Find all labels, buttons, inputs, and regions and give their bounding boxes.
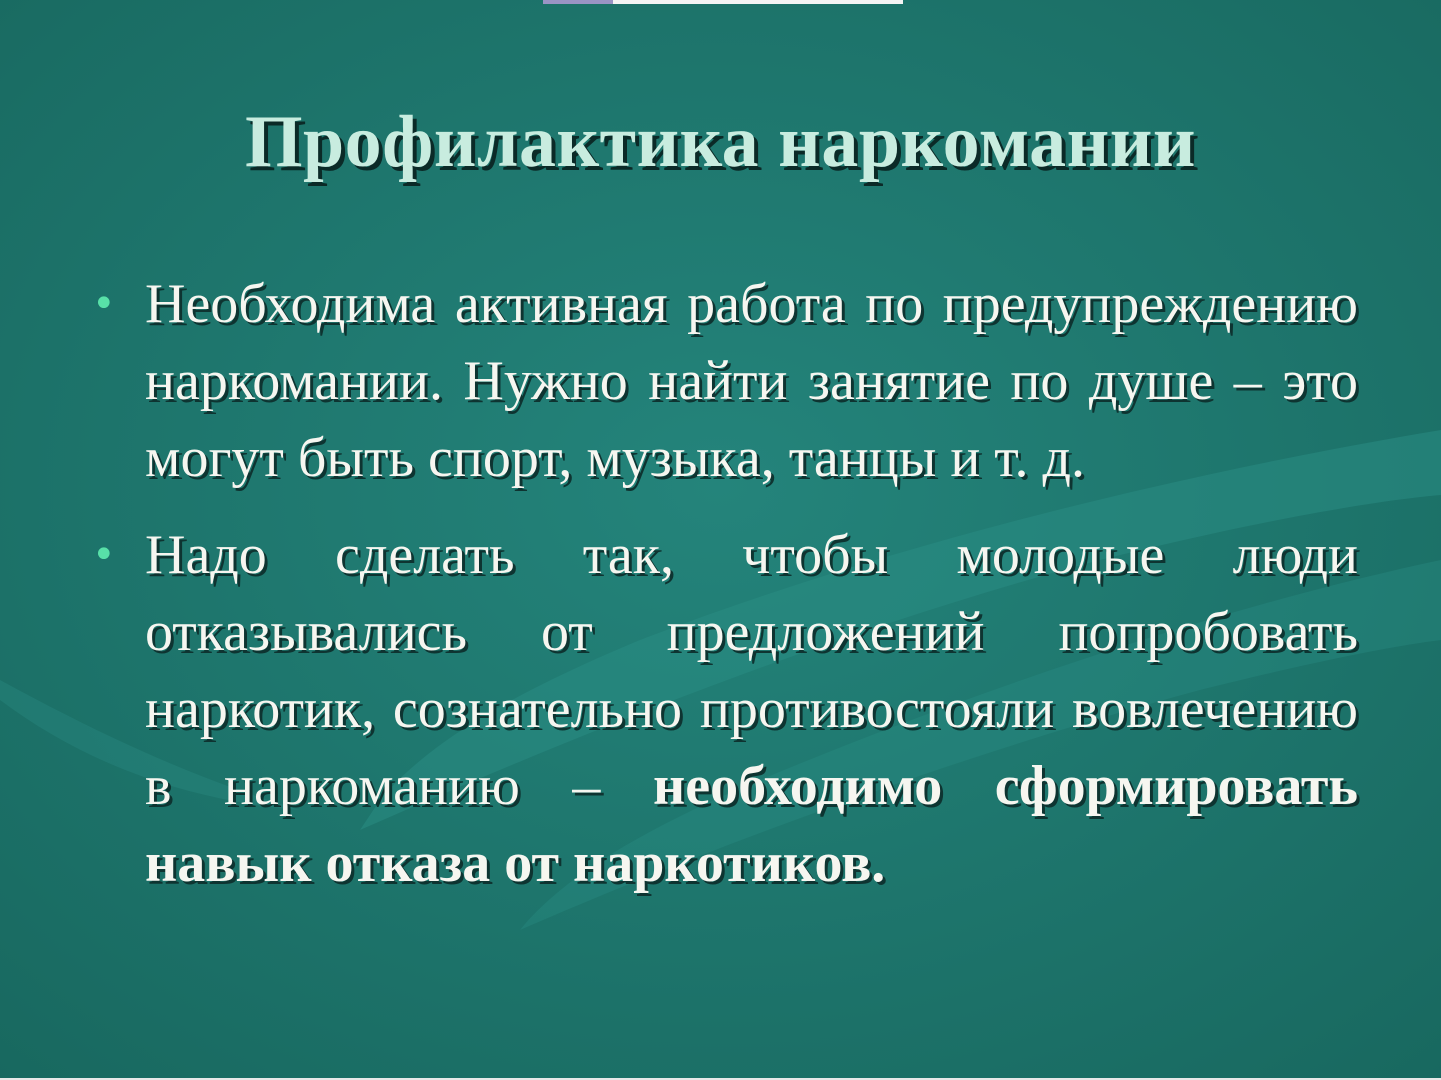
bullet-item-1 <box>92 266 1358 497</box>
top-bar-highlight <box>613 0 903 4</box>
bullet-list <box>92 266 1358 902</box>
bullet-item-2 <box>92 517 1358 902</box>
bullet-text: Необходима активная работа по предупреждению наркомании. Нужно найти занятие по душе – это могут быть спорт, музыка, танцы и т. д. <box>145 273 1358 489</box>
bullet-bold-text: необходимо сформировать навык отказа от наркотиков. <box>145 755 1358 894</box>
top-bar-accent <box>543 0 613 4</box>
slide-title: Профилактика наркомании <box>244 101 1197 183</box>
bullet-icon: • <box>92 532 116 578</box>
bullet-text: Надо сделать так, чтобы молодые люди отказывались от предложений попробовать наркотик, сознательно противостояли вовлечению в наркоманию – <box>145 524 1358 817</box>
bullet-icon: • <box>92 281 116 327</box>
